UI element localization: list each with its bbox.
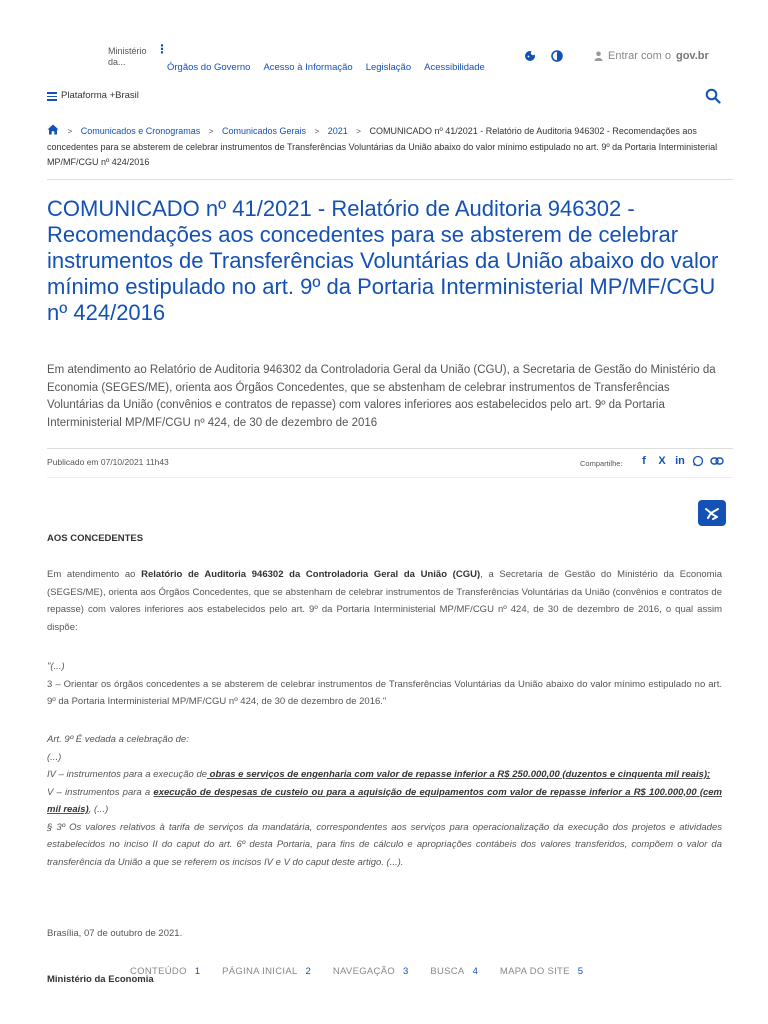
section-heading: AOS CONCEDENTES [47,533,144,544]
chevron-right-icon: > [208,127,214,136]
breadcrumb-item[interactable]: Comunicados Gerais [221,126,307,136]
contrast-icon[interactable] [551,50,563,62]
breadcrumb [47,124,727,171]
page-lead: Em atendimento ao Relatório de Auditoria 946302 da Controladoria Geral da União (CGU), a Secretaria de Gestão do Ministério da Economia (SEGES/ME), orienta aos Órgãos Concedentes, que se abstenham de celebrar instrumentos de Transferências Voluntárias da União (convênios e contratos de repasse) com valores inferiores aos estabelecidos pelo art. 9º da Portaria Interministerial MP/MF/CGU nº 424, de 30 de dezembro de 2016 [47,364,716,429]
login-brand: gov.br [675,50,709,62]
sign-language-icon [698,500,726,526]
chevron-right-icon: > [356,127,361,136]
cookie-icon[interactable] [524,50,536,62]
legal-line: Art. 9º É vedada a celebração de: [47,734,189,745]
whatsapp-icon[interactable] [692,455,704,467]
top-links [167,62,485,73]
search-icon[interactable] [705,88,721,104]
link-acessibilidade[interactable]: Acessibilidade [424,62,485,73]
chevron-right-icon: > [67,127,73,136]
quote-line: 3 – Orientar os órgãos concedentes a se absterem de celebrar instrumentos de Transferências Voluntárias da União abaixo do valor mínimo estipulado no art. 9º da Portaria Interministerial MP/MF/CGU nº 424, de 30 de dezembro de 2016." [47,678,722,707]
kebab-menu-icon[interactable]: ⋮ [156,42,168,56]
skip-link-mapa-do-site[interactable]: MAPA DO SITE 5 [499,966,584,977]
skip-links [130,966,583,977]
accessibility-button[interactable] [698,500,726,526]
skip-link-conteudo[interactable]: CONTEÚDO 1 [130,966,201,977]
platform-title[interactable]: Plataforma +Brasil [61,90,139,101]
paragraph: Em atendimento ao Relatório de Auditoria 946302 da Controladoria Geral da União (CGU), a Secretaria de Gestão do Ministério da Economia (SEGES/ME), orienta aos Órgãos Concedentes, que se abstenham de celebrar instrumentos de Transferências Voluntárias da União (convênios e contratos de repasse) com valores inferiores aos estabelecidos pelo art. 9º da Portaria Interministerial MP/MF/CGU nº 424, de 30 de dezembro de 2016, o qual assim dispõe: [47,569,722,633]
breadcrumb-current: COMUNICADO nº 41/2021 - Relatório de Auditoria 946302 - Recomendações aos concedentes para se absterem de celebrar instrumentos de Transferências Voluntárias da União abaixo do valor mínimo estipulado no art. 9º da Portaria Interministerial MP/MF/CGU nº 424/2016 [47,126,718,167]
copy-link-icon[interactable] [710,455,722,467]
x-twitter-icon[interactable]: X [658,455,666,467]
footer-ministry: Ministério da Economia [47,974,154,985]
share-buttons [638,455,722,467]
user-icon [594,51,603,61]
legal-line: V – instrumentos para a execução de despesas de custeio ou para a aquisição de equipamentos com valor de repasse inferior a R$ 100.000,00 (cem mil reais), (...) [47,786,723,815]
page-title: COMUNICADO nº 41/2021 - Relatório de Auditoria 946302 - Recomendações aos concedentes para se absterem de celebrar instrumentos de Transferências Voluntárias da União abaixo do valor mínimo estipulado no art. 9º da Portaria Interministerial MP/MF/CGU nº 424/2016 [47,196,719,325]
divider [47,179,733,180]
link-acesso-informacao[interactable]: Acesso à Informação [263,62,353,73]
login-button[interactable] [594,50,709,62]
chevron-right-icon: > [314,127,320,136]
publish-date: Publicado em 07/10/2021 11h43 [47,457,169,467]
legal-line: (...) [47,751,62,763]
legal-excerpt [47,731,722,871]
ministry-name[interactable]: Ministério da... [108,46,147,67]
quotation [47,658,722,711]
login-text: Entrar com o [608,50,671,62]
share-label: Compartilhe: [580,459,623,468]
link-legislacao[interactable]: Legislação [365,62,412,73]
closing-line: Brasília, 07 de outubro de 2021. [47,928,183,939]
legal-line: IV – instrumentos para a execução de obras e serviços de engenharia com valor de repasse inferior a R$ 250.000,00 (duzentos e cinquenta mil reais); [47,769,711,780]
divider [47,448,733,449]
divider [47,477,733,478]
breadcrumb-item[interactable]: Comunicados e Cronogramas [80,126,201,136]
skip-link-busca[interactable]: BUSCA 4 [430,966,478,977]
legal-line: § 3º Os valores relativos à tarifa de serviços da mandatária, correspondentes aos serviços para operacionalização da execução dos projetos e atividades estabelecidos no inciso II do caput do art. 6º desta Portaria, para fins de cálculo e apropriações contábeis dos valores transferidos, compõem o valor da transferência da União a que se referem os incisos IV e V do caput deste artigo. (...). [47,821,722,868]
link-orgaos-governo[interactable]: Órgãos do Governo [167,62,251,73]
menu-icon[interactable] [47,92,57,100]
top-header [0,0,768,84]
facebook-icon[interactable]: f [642,455,646,467]
skip-link-navegacao[interactable]: NAVEGAÇÃO 3 [332,966,409,977]
home-icon[interactable] [47,124,59,135]
skip-link-pagina-inicial[interactable]: PÁGINA INICIAL 2 [222,966,311,977]
linkedin-icon[interactable]: in [675,455,685,467]
breadcrumb-item[interactable]: 2021 [327,126,348,136]
quote-line: "(...) [47,661,65,672]
